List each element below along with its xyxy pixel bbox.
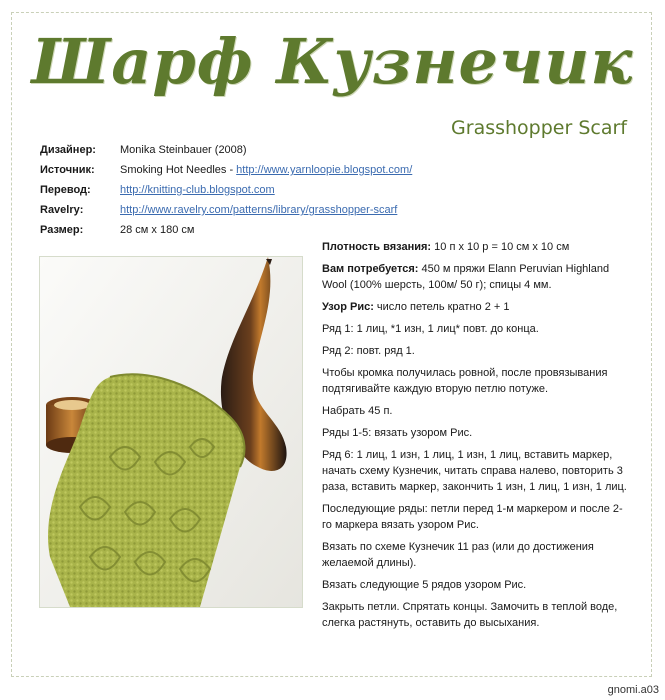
row6-text: Ряд 6: 1 лиц, 1 изн, 1 лиц, 1 изн, 1 лиц, вставить маркер, начать схему Кузнечик, читать справа налево, повторить 3 раза, вставить маркер, закончить 1 изн, 1 лиц, 1 изн, 1 лиц.: [322, 449, 627, 493]
meta-row-ravelry: [40, 200, 412, 220]
watermark: gnomi.a03: [607, 684, 659, 696]
row1-text: Ряд 1: 1 лиц, *1 изн, 1 лиц* повт. до конца.: [322, 323, 539, 335]
scarf-illustration: [40, 257, 302, 607]
meta-row-designer: [40, 140, 412, 160]
gauge-value: 10 п х 10 р = 10 см х 10 см: [431, 241, 570, 253]
meta-value: [120, 164, 412, 176]
meta-value: [120, 204, 397, 216]
rows1-5-text: Ряды 1-5: вязать узором Рис.: [322, 427, 473, 439]
meta-value: 28 см х 180 см: [120, 224, 195, 236]
meta-row-translation: [40, 180, 412, 200]
page-subtitle: Grasshopper Scarf: [451, 117, 627, 139]
next-rows-text: Последующие ряды: петли перед 1-м маркером и после 2-го маркера вязать узором Рис.: [322, 503, 623, 531]
source-link[interactable]: http://www.yarnloopie.blogspot.com/: [236, 164, 413, 176]
meta-label: Перевод:: [40, 184, 91, 196]
materials-value: 450 м пряжи Elann Peruvian Highland Wool (100% шерсть, 100м/ 50 г); спицы 4 мм.: [322, 263, 610, 291]
meta-value-text: Smoking Hot Needles -: [120, 164, 237, 176]
ravelry-link[interactable]: http://www.ravelry.com/patterns/library/grasshopper-scarf: [120, 204, 398, 216]
finish-text: Закрыть петли. Спрятать концы. Замочить в теплой воде, слегка растянуть, оставить до высыхания.: [322, 601, 618, 629]
row2-text: Ряд 2: повт. ряд 1.: [322, 345, 415, 357]
gauge-paragraph: [322, 239, 632, 255]
meta-value: [120, 184, 275, 196]
meta-table: [40, 140, 412, 240]
meta-label: Дизайнер:: [40, 144, 96, 156]
edge-text: Чтобы кромка получилась ровной, после провязывания подтягивайте каждую вторую петлю потуже.: [322, 367, 608, 395]
gauge-label: Плотность вязания:: [322, 241, 432, 253]
materials-paragraph: [322, 261, 632, 293]
translation-link[interactable]: http://knitting-club.blogspot.com: [120, 184, 275, 196]
stitch-paragraph: [322, 299, 632, 315]
page-title: Шарф Кузнечик: [31, 25, 634, 98]
meta-row-source: [40, 160, 412, 180]
materials-label: Вам потребуется:: [322, 263, 419, 275]
stitch-value: число петель кратно 2 + 1: [373, 301, 510, 313]
meta-row-size: [40, 220, 412, 240]
meta-label: Размер:: [40, 224, 84, 236]
meta-label: Ravelry:: [40, 204, 84, 216]
meta-value: Monika Steinbauer (2008): [120, 144, 247, 156]
repeat-text: Вязать по схеме Кузнечик 11 раз (или до достижения желаемой длины).: [322, 541, 594, 569]
cast-on-text: Набрать 45 п.: [322, 405, 393, 417]
pattern-instructions: [322, 239, 632, 637]
scarf-photo: [39, 256, 303, 608]
meta-label: Источник:: [40, 164, 95, 176]
last-rows-text: Вязать следующие 5 рядов узором Рис.: [322, 579, 527, 591]
stitch-label: Узор Рис:: [322, 301, 374, 313]
